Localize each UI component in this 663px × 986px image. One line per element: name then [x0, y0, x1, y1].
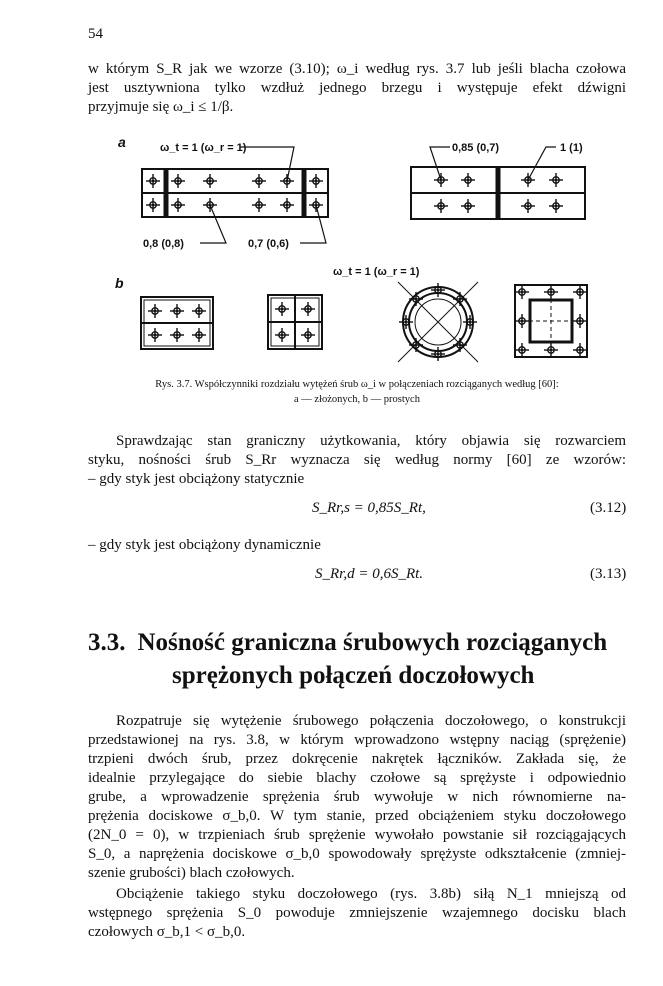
intro-paragraph [88, 60, 626, 117]
text-line: w którym S_R jak we wzorze (3.10); ω_i według rys. 3.7 lub jeśli blacha czołowa [88, 61, 626, 77]
text-line: – gdy styk jest obciążony dynamicznie [88, 537, 321, 553]
text-line: przedstawionej na rys. 3.8, w którym wprowadzono wstępny naciąg (sprężenie) [88, 732, 626, 748]
text-line: prężenia dociskowe σ_b,0. W tym stanie, przed obciążeniem styku doczołowego [88, 808, 626, 824]
label-omega-a-left: ω_t = 1 (ω_r = 1) [160, 142, 247, 154]
caption-line: Rys. 3.7. Współczynniki rozdziału wytężeń śrub ω_i w połączeniach rozciąganych według [60]: [155, 379, 559, 390]
label-1-1: 1 (1) [560, 142, 583, 154]
text-line: grube, a wprowadzenie sprężenia śrub wywołuje w nich równomierne na- [88, 789, 626, 805]
text-line: przyjmuje się ω_i ≤ 1/β. [88, 99, 234, 115]
text-line: idealnie przylegające do siebie blachy czołowe są sprężyste i odpowiednio [88, 770, 626, 786]
figure-label-a: a [118, 134, 126, 150]
diagram-b-flange [515, 285, 587, 357]
diagram-b-rect [141, 297, 213, 349]
text-line: czołowych σ_b,1 < σ_b,0. [88, 924, 246, 940]
text-line: – gdy styk jest obciążony statycznie [88, 471, 305, 487]
section-heading [88, 626, 626, 692]
text-line: S_0, a naprężenia dociskowe σ_b,0 spowodowały sprężyste odkształcenie (zmniej- [88, 846, 626, 862]
text-line: szenie grubości) blach czołowych. [88, 865, 295, 881]
diagram-a-left [142, 147, 328, 243]
text-line: wstępnego sprężenia S_0 powoduje zmniejszenie wzajemnego docisku blach [88, 905, 626, 921]
text-line: jest usztywniona tylko wzdłuż jednego brzegu i występuje efekt dźwigni [88, 80, 626, 96]
label-omega-b: ω_t = 1 (ω_r = 1) [333, 266, 420, 278]
figure-3-7 [0, 125, 663, 375]
diagram-b-square [268, 295, 322, 349]
label-0-7: 0,7 (0,6) [248, 238, 289, 250]
body-paragraph-2 [88, 885, 626, 942]
body-paragraph-1 [88, 712, 626, 883]
label-0-8: 0,8 (0,8) [143, 238, 184, 250]
equation-number: (3.12) [590, 500, 627, 516]
equation-number: (3.13) [590, 566, 627, 582]
label-0-85: 0,85 (0,7) [452, 142, 500, 154]
text-line: Sprawdzając stan graniczny użytkowania, który objawia się rozwarciem [116, 433, 626, 449]
section-number: 3.3. [88, 629, 126, 656]
page-number: 54 [88, 26, 103, 42]
text-line: Obciążenie takiego styku doczołowego (rys. 3.8b) siłą N_1 mniejszą od [116, 886, 626, 902]
caption-line: a — złożonych, b — prostych [294, 394, 420, 405]
equation-3-13: S_Rr,d = 0,6S_Rt. [315, 566, 424, 582]
heading-line: sprężonych połączeń doczołowych [172, 662, 535, 689]
figure-label-b: b [115, 275, 124, 291]
figure-caption [88, 377, 626, 407]
heading-line: Nośność graniczna śrubowych rozciąganych [137, 629, 608, 656]
diagram-a-right [411, 147, 585, 219]
section-paragraph [88, 432, 626, 489]
diagram-b-circle [398, 282, 478, 362]
text-line: (2N_0 = 0), w trzpieniach śrub sprężenie wywołało powstanie sił rozciągających [88, 827, 626, 843]
text-line: styku, nośności śrub S_Rr wyznacza się według normy [60] ze wzorów: [88, 452, 626, 468]
text-line-dynamic [88, 536, 626, 555]
equation-3-12: S_Rr,s = 0,85S_Rt, [312, 500, 426, 516]
text-line: trzpieni dwóch śrub, przez dokręcenie nakrętek łączników. Zakłada się, że [88, 751, 626, 767]
text-line: Rozpatruje się wytężenie śrubowego połączenia doczołowego, o konstrukcji [116, 713, 626, 729]
